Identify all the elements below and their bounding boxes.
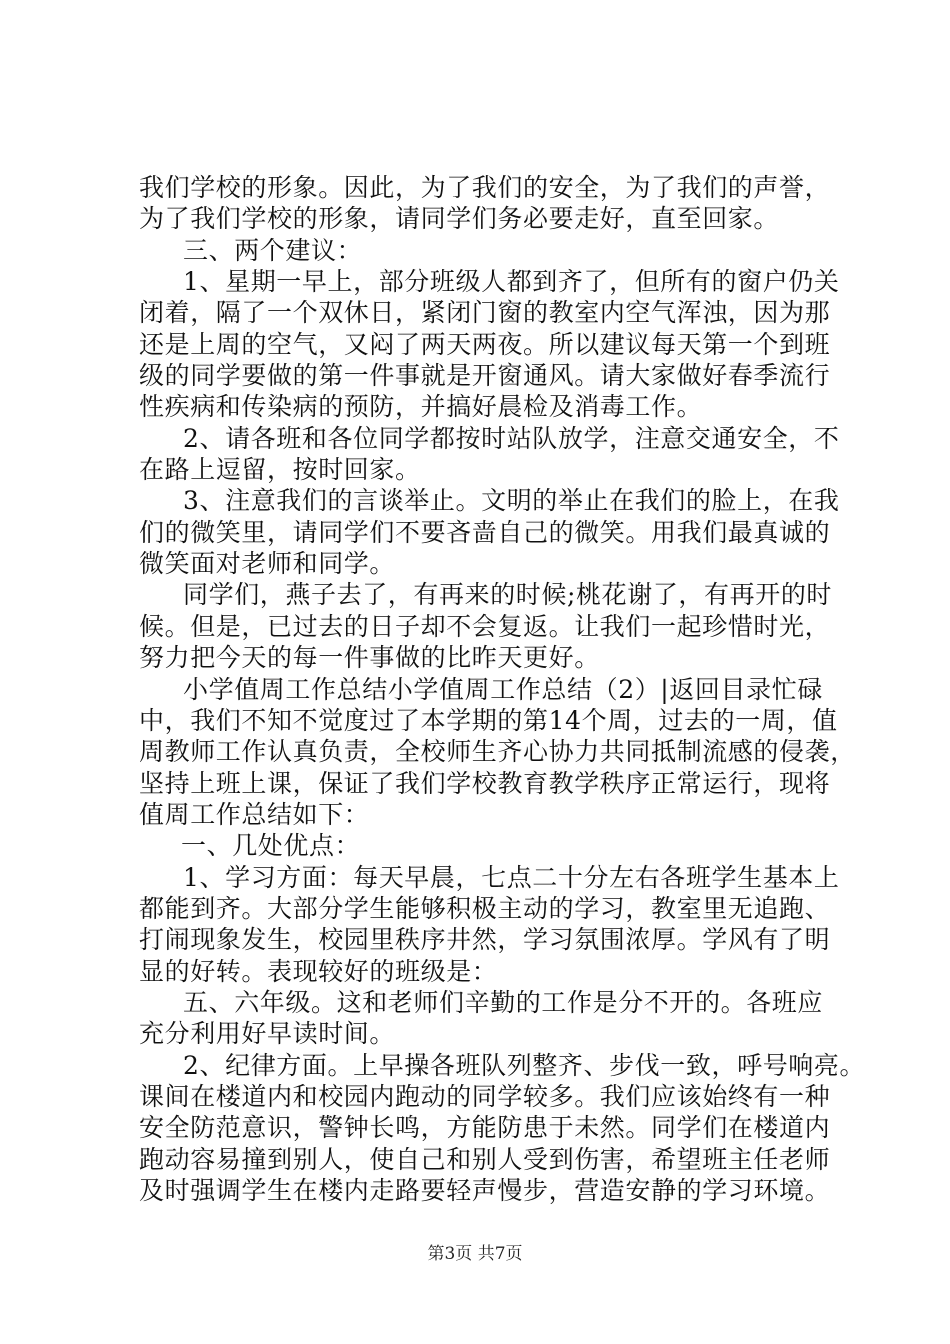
text-line: 坚持上班上课，保证了我们学校教育教学秩序正常运行，现将 <box>139 768 831 798</box>
text-line: 中，我们不知不觉度过了本学期的第14个周，过去的一周，值 <box>139 705 838 735</box>
text-line: 努力把今天的每一件事做的比昨天更好。 <box>139 643 600 673</box>
text-line: 都能到齐。大部分学生能够积极主动的学习，教室里无追跑、 <box>139 893 831 923</box>
text-line: 课间在楼道内和校园内跑动的同学较多。我们应该始终有一种 <box>139 1081 831 1111</box>
text-line: 候。但是，已过去的日子却不会复返。让我们一起珍惜时光， <box>139 611 831 641</box>
text-line: 安全防范意识，警钟长鸣，方能防患于未然。同学们在楼道内 <box>139 1113 831 1143</box>
text-line: 3、注意我们的言谈举止。文明的举止在我们的脸上，在我 <box>183 486 840 516</box>
section-heading: 三、两个建议： <box>183 235 363 265</box>
text-line: 1、学习方面：每天早晨，七点二十分左右各班学生基本上 <box>183 862 840 892</box>
text-line: 及时强调学生在楼内走路要轻声慢步，营造安静的学习环境。 <box>139 1176 831 1205</box>
text-line: 在路上逗留，按时回家。 <box>139 455 421 485</box>
body-text <box>139 172 866 1206</box>
text-line: 周教师工作认真负责，全校师生齐心协力共同抵制流感的侵袭， <box>139 737 856 767</box>
text-line: 1、星期一早上，部分班级人都到齐了，但所有的窗户仍关 <box>183 267 840 297</box>
text-line: 级的同学要做的第一件事就是开窗通风。请大家做好春季流行 <box>139 361 831 391</box>
text-line: 显的好转。表现较好的班级是： <box>139 956 498 986</box>
text-line: 五、六年级。这和老师们辛勤的工作是分不开的。各班应 <box>183 987 824 1017</box>
text-line: 2、请各班和各位同学都按时站队放学，注意交通安全，不 <box>183 423 840 453</box>
text-line: 小学值周工作总结小学值周工作总结（2）|返回目录忙碌 <box>183 674 823 704</box>
text-line: 为了我们学校的形象，请同学们务必要走好，直至回家。 <box>139 204 780 234</box>
text-line: 充分利用好早读时间。 <box>139 1019 396 1049</box>
text-line: 性疾病和传染病的预防，并搞好晨检及消毒工作。 <box>139 392 703 422</box>
page-number-footer: 第3页 共7页 <box>427 1244 523 1264</box>
text-line: 还是上周的空气，又闷了两天两夜。所以建议每天第一个到班 <box>139 329 831 359</box>
text-line: 值周工作总结如下： <box>139 799 370 829</box>
text-line: 2、纪律方面。上早操各班队列整齐、步伐一致，呼号响亮。 <box>183 1050 866 1080</box>
text-line: 同学们，燕子去了，有再来的时候;桃花谢了，有再开的时 <box>183 580 833 610</box>
text-line: 跑动容易撞到别人，使自己和别人受到伤害，希望班主任老师 <box>139 1144 831 1174</box>
section-heading: 一、几处优点： <box>181 831 361 861</box>
text-line: 闭着，隔了一个双休日，紧闭门窗的教室内空气浑浊，因为那 <box>139 298 831 328</box>
text-line: 们的微笑里，请同学们不要吝啬自己的微笑。用我们最真诚的 <box>139 517 831 547</box>
text-line: 我们学校的形象。因此，为了我们的安全，为了我们的声誉， <box>139 173 831 202</box>
text-line: 打闹现象发生，校园里秩序井然，学习氛围浓厚。学风有了明 <box>139 925 831 955</box>
text-line: 微笑面对老师和同学。 <box>139 549 396 579</box>
